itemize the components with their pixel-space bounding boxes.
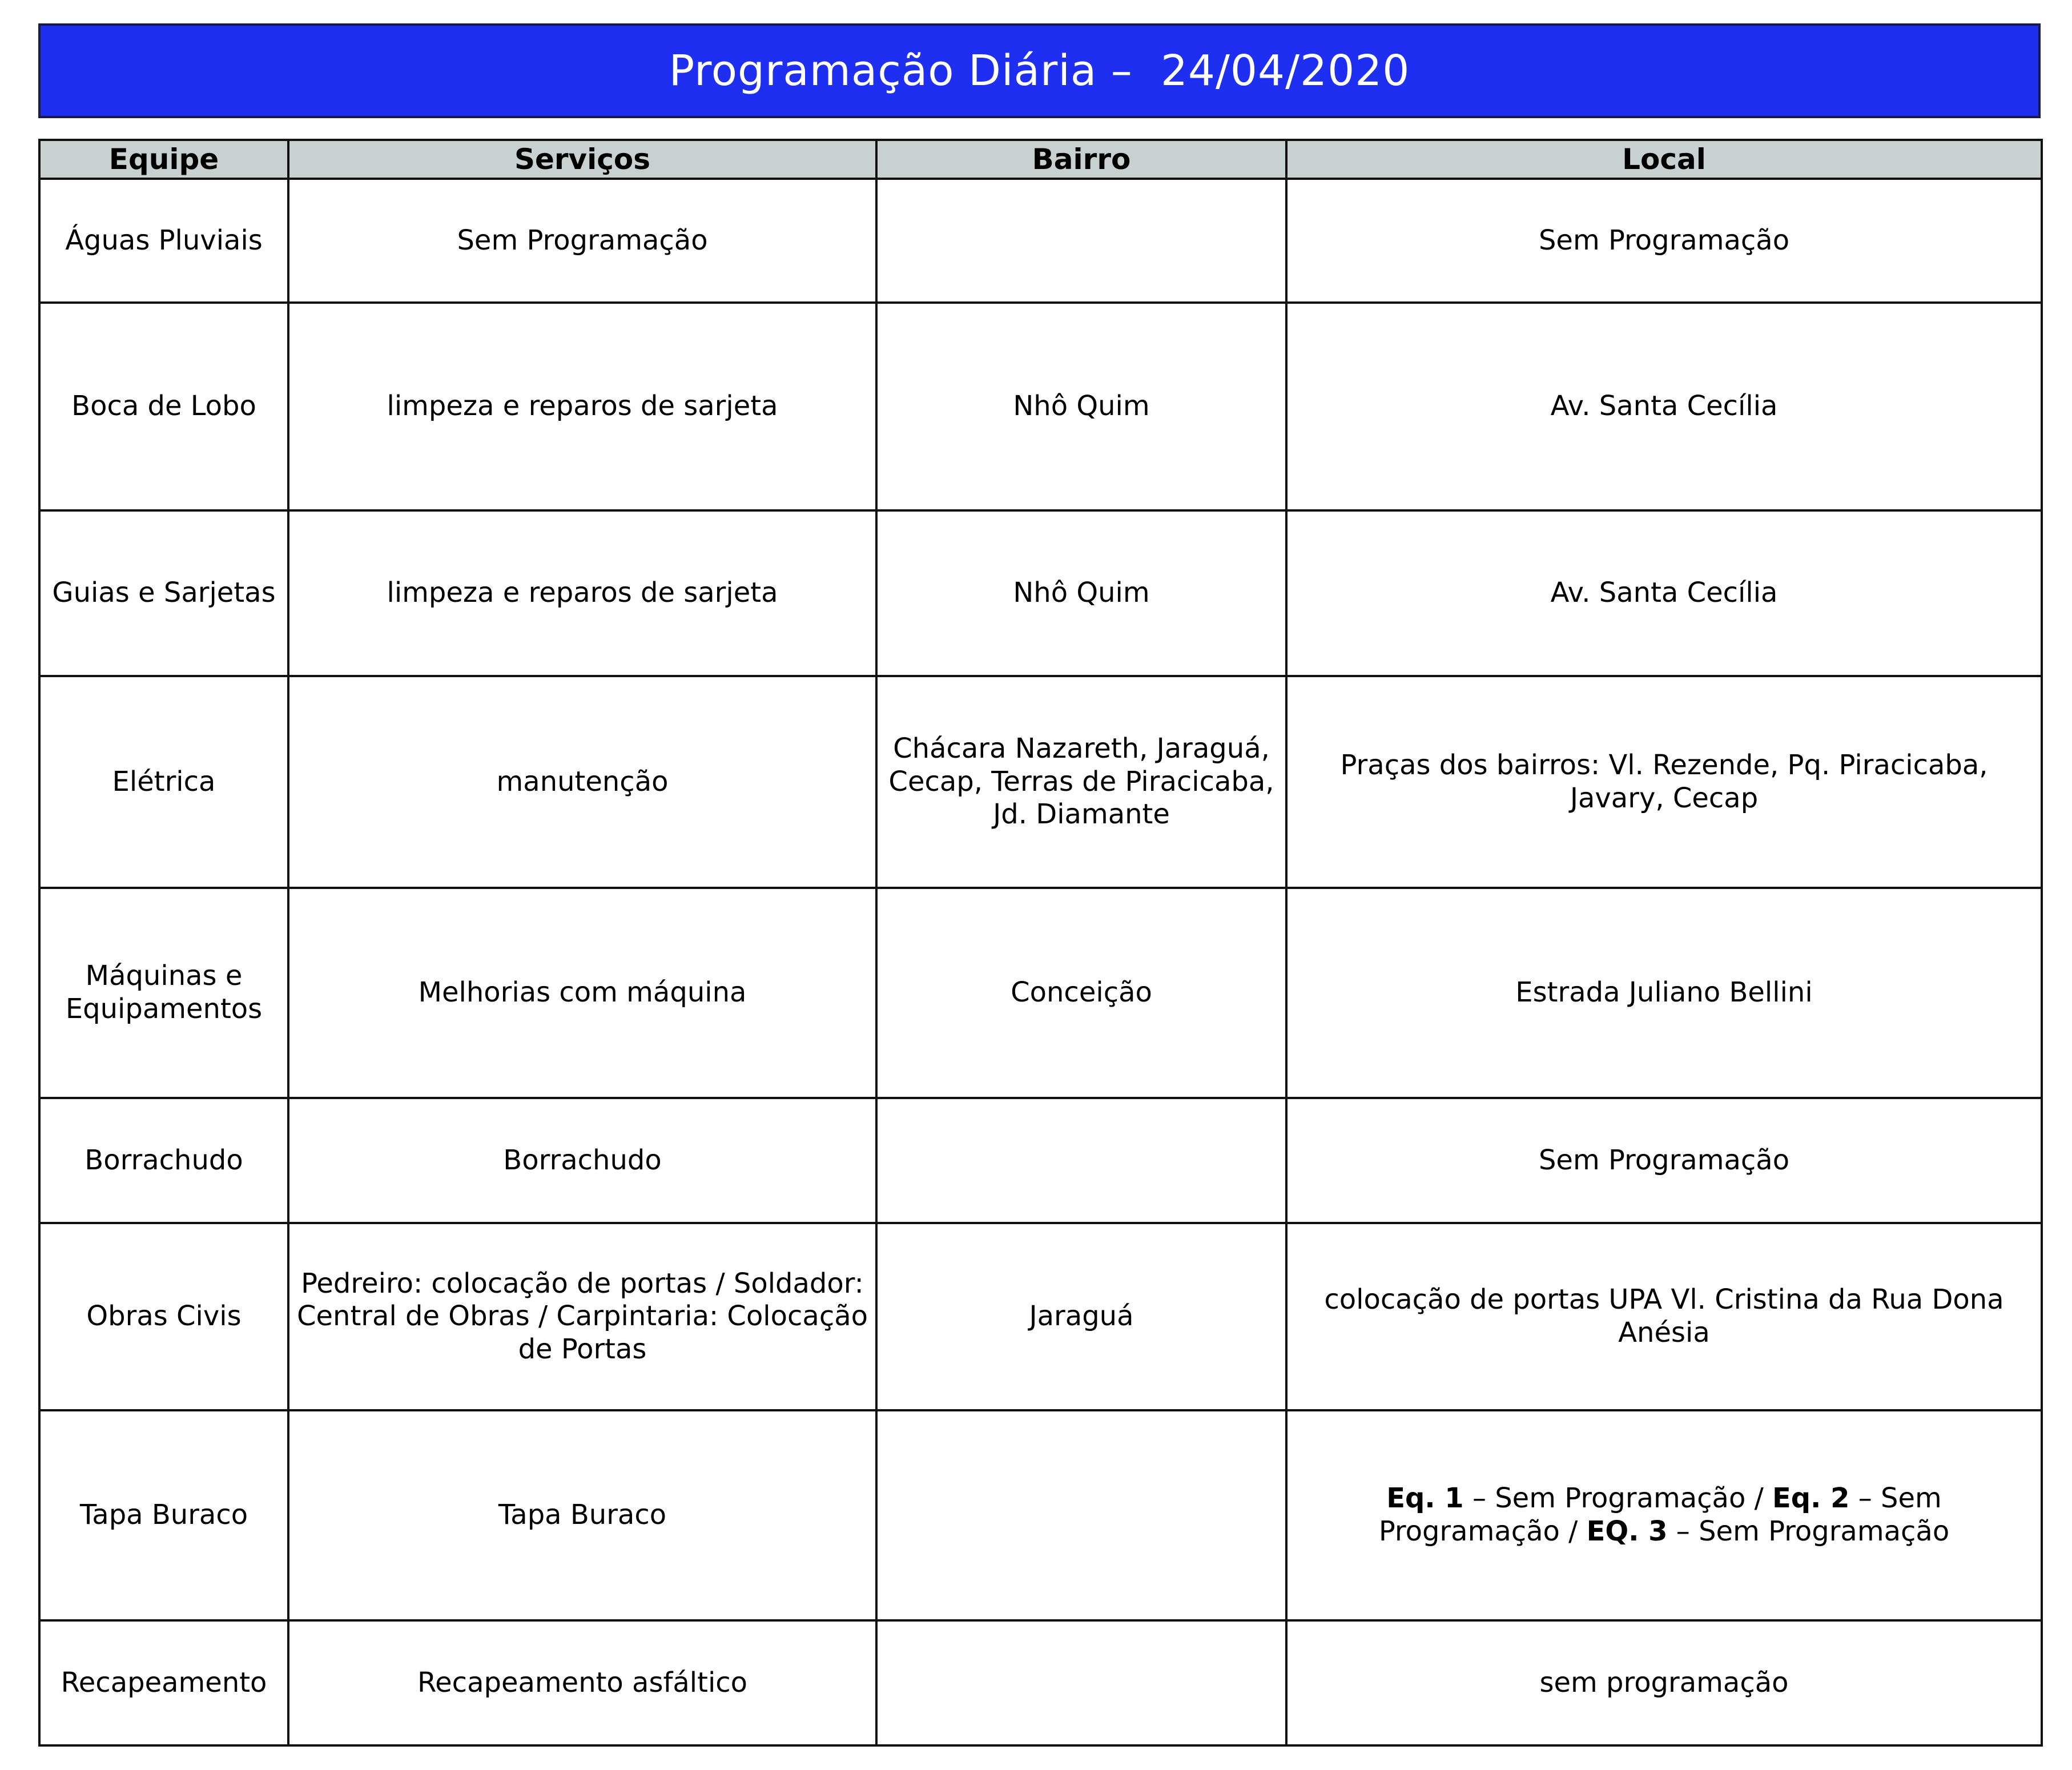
tapa-buraco-eq3-text: – Sem Programação bbox=[1667, 1515, 1950, 1547]
cell-local: Av. Santa Cecília bbox=[1286, 510, 2042, 676]
cell-bairro bbox=[876, 1098, 1286, 1223]
cell-local bbox=[1286, 1410, 2042, 1620]
cell-servicos: Melhorias com máquina bbox=[288, 888, 876, 1098]
column-header-equipe: Equipe bbox=[39, 140, 288, 179]
cell-servicos: Tapa Buraco bbox=[288, 1410, 876, 1620]
table-row bbox=[39, 676, 2042, 888]
table-row bbox=[39, 510, 2042, 676]
cell-bairro bbox=[876, 179, 1286, 303]
cell-equipe: Borrachudo bbox=[39, 1098, 288, 1223]
cell-equipe: Elétrica bbox=[39, 676, 288, 888]
cell-bairro: Conceição bbox=[876, 888, 1286, 1098]
cell-local: Av. Santa Cecília bbox=[1286, 303, 2042, 510]
column-header-bairro: Bairro bbox=[876, 140, 1286, 179]
table-row bbox=[39, 179, 2042, 303]
cell-servicos: Sem Programação bbox=[288, 179, 876, 303]
title-date: 24/04/2020 bbox=[1160, 46, 1410, 95]
cell-equipe: Obras Civis bbox=[39, 1223, 288, 1410]
table-row bbox=[39, 1620, 2042, 1745]
column-header-servicos: Serviços bbox=[288, 140, 876, 179]
cell-equipe: Recapeamento bbox=[39, 1620, 288, 1745]
cell-equipe: Tapa Buraco bbox=[39, 1410, 288, 1620]
table-row bbox=[39, 1098, 2042, 1223]
cell-local: Sem Programação bbox=[1286, 1098, 2042, 1223]
cell-bairro: Chácara Nazareth, Jaraguá, Cecap, Terras de Piracicaba, Jd. Diamante bbox=[876, 676, 1286, 888]
cell-equipe: Máquinas e Equipamentos bbox=[39, 888, 288, 1098]
cell-bairro: Nhô Quim bbox=[876, 303, 1286, 510]
table-row bbox=[39, 1410, 2042, 1620]
cell-servicos: Recapeamento asfáltico bbox=[288, 1620, 876, 1745]
cell-local: Praças dos bairros: Vl. Rezende, Pq. Piracicaba, Javary, Cecap bbox=[1286, 676, 2042, 888]
column-header-local: Local bbox=[1286, 140, 2042, 179]
page-title-bar bbox=[38, 23, 2041, 118]
table-row bbox=[39, 303, 2042, 510]
cell-servicos: Pedreiro: colocação de portas / Soldador: Central de Obras / Carpintaria: Colocação de Portas bbox=[288, 1223, 876, 1410]
cell-servicos: limpeza e reparos de sarjeta bbox=[288, 303, 876, 510]
page-title bbox=[669, 46, 1410, 95]
tapa-buraco-eq3-label: EQ. 3 bbox=[1586, 1515, 1668, 1547]
schedule-table bbox=[38, 139, 2043, 1747]
cell-equipe: Águas Pluviais bbox=[39, 179, 288, 303]
cell-bairro: Nhô Quim bbox=[876, 510, 1286, 676]
cell-equipe: Boca de Lobo bbox=[39, 303, 288, 510]
cell-local: Estrada Juliano Bellini bbox=[1286, 888, 2042, 1098]
table-row bbox=[39, 1223, 2042, 1410]
table-header-row bbox=[39, 140, 2042, 179]
cell-servicos: limpeza e reparos de sarjeta bbox=[288, 510, 876, 676]
tapa-buraco-eq1-text: – Sem Programação / bbox=[1463, 1482, 1773, 1515]
cell-bairro bbox=[876, 1410, 1286, 1620]
cell-bairro bbox=[876, 1620, 1286, 1745]
tapa-buraco-eq1-label: Eq. 1 bbox=[1386, 1482, 1464, 1515]
cell-local: Sem Programação bbox=[1286, 179, 2042, 303]
cell-equipe: Guias e Sarjetas bbox=[39, 510, 288, 676]
cell-servicos: manutenção bbox=[288, 676, 876, 888]
tapa-buraco-eq2-label: Eq. 2 bbox=[1772, 1482, 1850, 1515]
cell-local: colocação de portas UPA Vl. Cristina da Rua Dona Anésia bbox=[1286, 1223, 2042, 1410]
cell-local: sem programação bbox=[1286, 1620, 2042, 1745]
table-row bbox=[39, 888, 2042, 1098]
cell-bairro: Jaraguá bbox=[876, 1223, 1286, 1410]
tapa-buraco-eq2-text: – Sem Programação / bbox=[1378, 1482, 1942, 1547]
title-label: Programação Diária – bbox=[669, 46, 1133, 95]
cell-servicos: Borrachudo bbox=[288, 1098, 876, 1223]
